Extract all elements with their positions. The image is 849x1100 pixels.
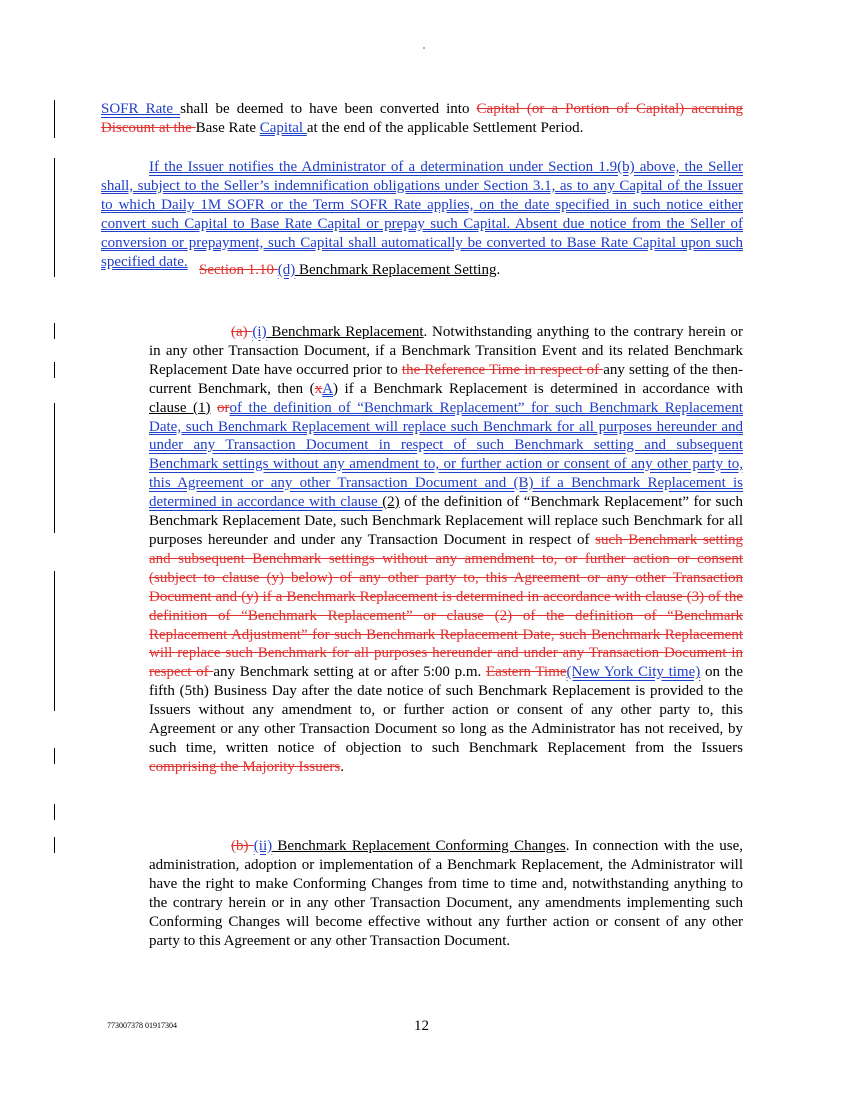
deleted-text: the Reference Time in respect of xyxy=(401,361,604,378)
deleted-text: Section 1.10 xyxy=(199,262,278,278)
inserted-text: (d) xyxy=(277,262,296,278)
deleted-text: or xyxy=(217,399,230,416)
body-text: on the fifth (5th) Business Day after the date notice of such Benchmark Replacement is provided to the Issuers without any amendment to, or further action or consent of any other party to, this Agreement or any other Transaction Document so long as the Administrator has not received, by such time, written notice of objection to such Benchmark Replacement from the Issuers xyxy=(149,664,743,756)
change-bar xyxy=(54,804,55,820)
document-id: 773007378 01917304 xyxy=(107,1021,177,1030)
body-text: . xyxy=(340,758,344,775)
inserted-text: (i) xyxy=(252,324,267,340)
inserted-text: (ii) xyxy=(253,838,273,854)
deleted-text: (b) xyxy=(231,838,254,854)
change-bar xyxy=(54,261,55,277)
heading-text: Benchmark Replacement Setting xyxy=(295,262,497,278)
inserted-text: (New York City time) xyxy=(566,664,701,681)
page-number: 12 xyxy=(414,1018,429,1034)
deleted-text: comprising the Majority Issuers xyxy=(149,758,341,775)
section-heading xyxy=(199,261,743,280)
inserted-text: SOFR Rate xyxy=(101,101,181,117)
body-text: ) if a Benchmark Replacement is determined in accordance with xyxy=(333,380,743,397)
change-bar xyxy=(54,571,55,711)
body-text: shall be deemed to have been converted into xyxy=(180,101,477,117)
inserted-text: Capital xyxy=(259,119,307,136)
change-bar xyxy=(54,748,55,764)
body-text: . In connection with the use, administration, adoption or implementation of a Benchmark Replacement, the Administrator will have the right to make Conforming Changes from time to time and, notwithstanding anything to the contrary herein or in any other Transaction Document, any amendments implementing such Conforming Changes will become effective without any further action or consent of any other party to this Agreement or any other Transaction Document. xyxy=(149,838,743,949)
body-text: (2) xyxy=(382,494,400,511)
inserted-text: A xyxy=(322,380,334,397)
body-text: . Notwithstanding anything to the contrary herein or in any other Transaction Document, if a Benchmark Transition Event and its related Benchmark Replacement Date have occurred prior to xyxy=(149,324,743,378)
body-text: at the end of the applicable Settlement Period. xyxy=(306,119,584,136)
subheading-text: Benchmark Replacement Conforming Changes xyxy=(272,838,566,854)
page-mark xyxy=(423,47,425,49)
deleted-text: Capital (or a Portion of Capital) accruing Discount at the xyxy=(101,101,743,136)
subheading-text: Benchmark Replacement xyxy=(266,324,424,340)
paragraph-issuer-notice xyxy=(101,158,743,271)
change-bar xyxy=(54,362,55,378)
change-bar xyxy=(54,403,55,533)
body-text: Base Rate xyxy=(195,119,260,136)
paragraph-benchmark-replacement xyxy=(149,323,743,777)
change-bar xyxy=(54,158,55,270)
change-bar xyxy=(54,837,55,853)
inserted-text: of the definition of “Benchmark Replacement” for such Benchmark Replacement Date, such Benchmark Replacement will replace such Benchmark for all purposes hereunder and under any Transaction Document in respect of such Benchmark setting and subsequent Benchmark settings without any amendment to, or further action or consent of any other party to, this Agreement or any other Transaction Document and (B) if a Benchmark Replacement is determined in accordance with clause xyxy=(149,399,744,511)
body-text: clause (1) xyxy=(149,399,211,416)
paragraph-sofr-conversion xyxy=(101,100,743,138)
body-text: . xyxy=(496,262,501,278)
body-text: any setting of the then-current Benchmark, then ( xyxy=(149,361,743,397)
body-text: of the definition of “Benchmark Replacement” for such Benchmark Replacement Date, such Benchmark Replacement will replace such Benchmark for all purposes hereunder and under any Transaction Document in respect of xyxy=(149,494,743,548)
change-bar xyxy=(54,323,55,339)
change-bar xyxy=(54,100,55,138)
deleted-text: (a) xyxy=(231,324,253,340)
deleted-text: x xyxy=(314,380,323,397)
deleted-text: Eastern Time xyxy=(485,664,567,681)
inserted-text: If the Issuer notifies the Administrator of a determination under Section 1.9(b) above, the Seller shall, subject to the Seller’s indemnification obligations under Section 3.1, as to any Capital of the Issuer to which Daily 1M SOFR or the Term SOFR Rate applies, on the date specified in such notice either convert such Capital to Base Rate Capital or prepay such Capital. Absent due notice from the Seller of conversion or prepayment, such Capital shall automatically be converted to Base Rate Capital upon such specified date. xyxy=(101,159,743,270)
paragraph-conforming-changes xyxy=(149,837,743,950)
deleted-text: such Benchmark setting and subsequent Benchmark settings without any amendment to, or further action or consent (subject to clause (y) below) of any other party to, this Agreement or any other Transaction Document and (y) if a Benchmark Replacement is determined in accordance with clause (3) of the definition of “Benchmark Replacement” or clause (2) of the definition of “Benchmark Replacement Adjustment” for such Benchmark Replacement Date, such Benchmark Replacement will replace such Benchmark for all purposes hereunder and under any Transaction Document in respect of xyxy=(149,531,743,681)
body-text: any Benchmark setting at or after 5:00 p.m. xyxy=(213,664,486,681)
